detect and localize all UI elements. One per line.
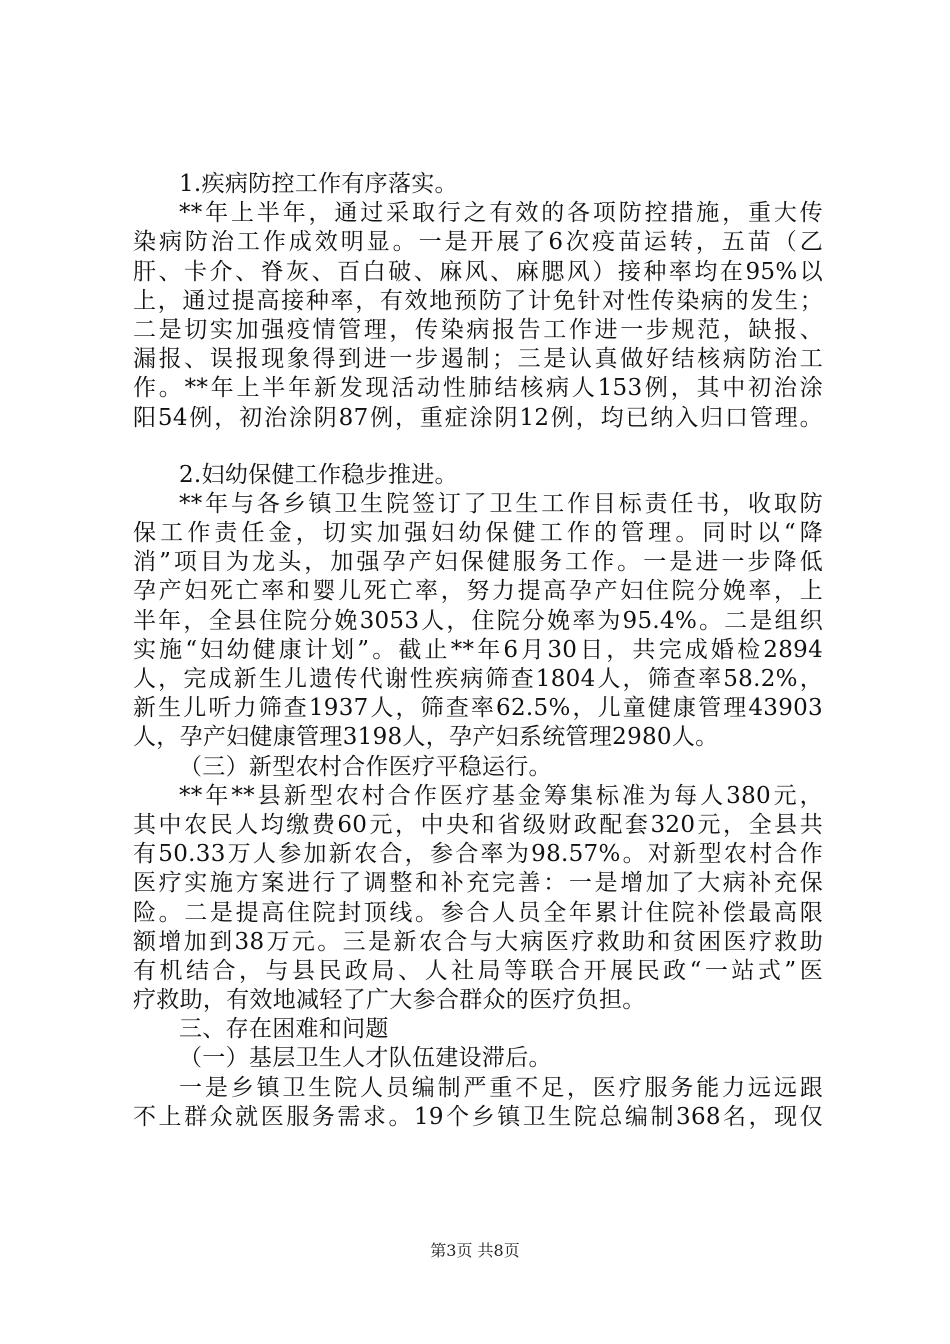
text-line: 上，通过提高接种率，有效地预防了计免针对性传染病的发生； <box>133 287 823 314</box>
text-line: 不上群众就医服务需求。19个乡镇卫生院总编制368名，现仅 <box>133 1103 823 1130</box>
text-line: 保工作责任金，切实加强妇幼保健工作的管理。同时以“降 <box>133 520 823 547</box>
paragraph-gap <box>133 433 823 461</box>
text-line: 阳54例，初治涂阴87例，重症涂阴12例，均已纳入归口管理。 <box>133 404 823 431</box>
text-line: 作。**年上半年新发现活动性肺结核病人153例，其中初治涂 <box>133 375 823 402</box>
section-heading-staffing-lag: （一）基层卫生人才队伍建设滞后。 <box>179 1045 552 1072</box>
text-line: 额增加到38万元。三是新农合与大病医疗救助和贫困医疗救助 <box>133 928 823 955</box>
text-line: 有50.33万人参加新农合，参合率为98.57%。对新型农村合作 <box>133 841 823 868</box>
section-heading-rural-medical-cooperative: （三）新型农村合作医疗平稳运行。 <box>179 753 552 780</box>
text-line: 肝、卡介、脊灰、百白破、麻风、麻腮风）接种率均在95%以 <box>133 258 823 285</box>
text-line: **年上半年，通过采取行之有效的各项防控措施，重大传 <box>179 200 823 227</box>
text-line: 实施“妇幼健康计划”。截止**年6月30日，共完成婚检2894 <box>133 636 823 663</box>
text-line: 消”项目为龙头，加强孕产妇保健服务工作。一是进一步降低 <box>133 549 823 576</box>
section-heading-disease-control: 1.疾病防控工作有序落实。 <box>179 171 458 197</box>
page-number-footer: 第3页 共8页 <box>430 1241 520 1260</box>
text-line: 疗救助，有效地减轻了广大参合群众的医疗负担。 <box>133 987 646 1014</box>
text-line: 新生儿听力筛查1937人，筛查率62.5%，儿童健康管理43903 <box>133 695 823 722</box>
text-line: 半年，全县住院分娩3053人，住院分娩率为95.4%。二是组织 <box>133 607 823 634</box>
section-heading-maternal-child-health: 2.妇幼保健工作稳步推进。 <box>179 461 458 488</box>
text-line: 漏报、误报现象得到进一步遏制；三是认真做好结核病防治工 <box>133 346 823 373</box>
text-line: 人，完成新生儿遗传代谢性疾病筛查1804人，筛查率58.2%， <box>133 666 823 692</box>
text-line: 其中农民人均缴费60元，中央和省级财政配套320元，全县共 <box>133 811 823 838</box>
text-line: 一是乡镇卫生院人员编制严重不足，医疗服务能力远远跟 <box>179 1074 823 1101</box>
text-line: **年**县新型农村合作医疗基金筹集标准为每人380元， <box>179 782 823 809</box>
text-line: 医疗实施方案进行了调整和补充完善：一是增加了大病补充保 <box>133 870 823 897</box>
text-line: 险。二是提高住院封顶线。参合人员全年累计住院补偿最高限 <box>133 899 823 926</box>
section-heading-difficulties: 三、存在困难和问题 <box>179 1016 389 1043</box>
text-line: 孕产妇死亡率和婴儿死亡率，努力提高孕产妇住院分娩率，上 <box>133 578 823 605</box>
text-line: 二是切实加强疫情管理，传染病报告工作进一步规范，缺报、 <box>133 316 823 343</box>
text-line: **年与各乡镇卫生院签订了卫生工作目标责任书，收取防 <box>179 490 823 517</box>
text-line: 有机结合，与县民政局、人社局等联合开展民政“一站式”医 <box>133 957 823 984</box>
document-body <box>133 170 823 1132</box>
text-line: 染病防治工作成效明显。一是开展了6次疫苗运转，五苗（乙 <box>133 229 823 256</box>
text-line: 人，孕产妇健康管理3198人，孕产妇系统管理2980人。 <box>133 724 719 751</box>
